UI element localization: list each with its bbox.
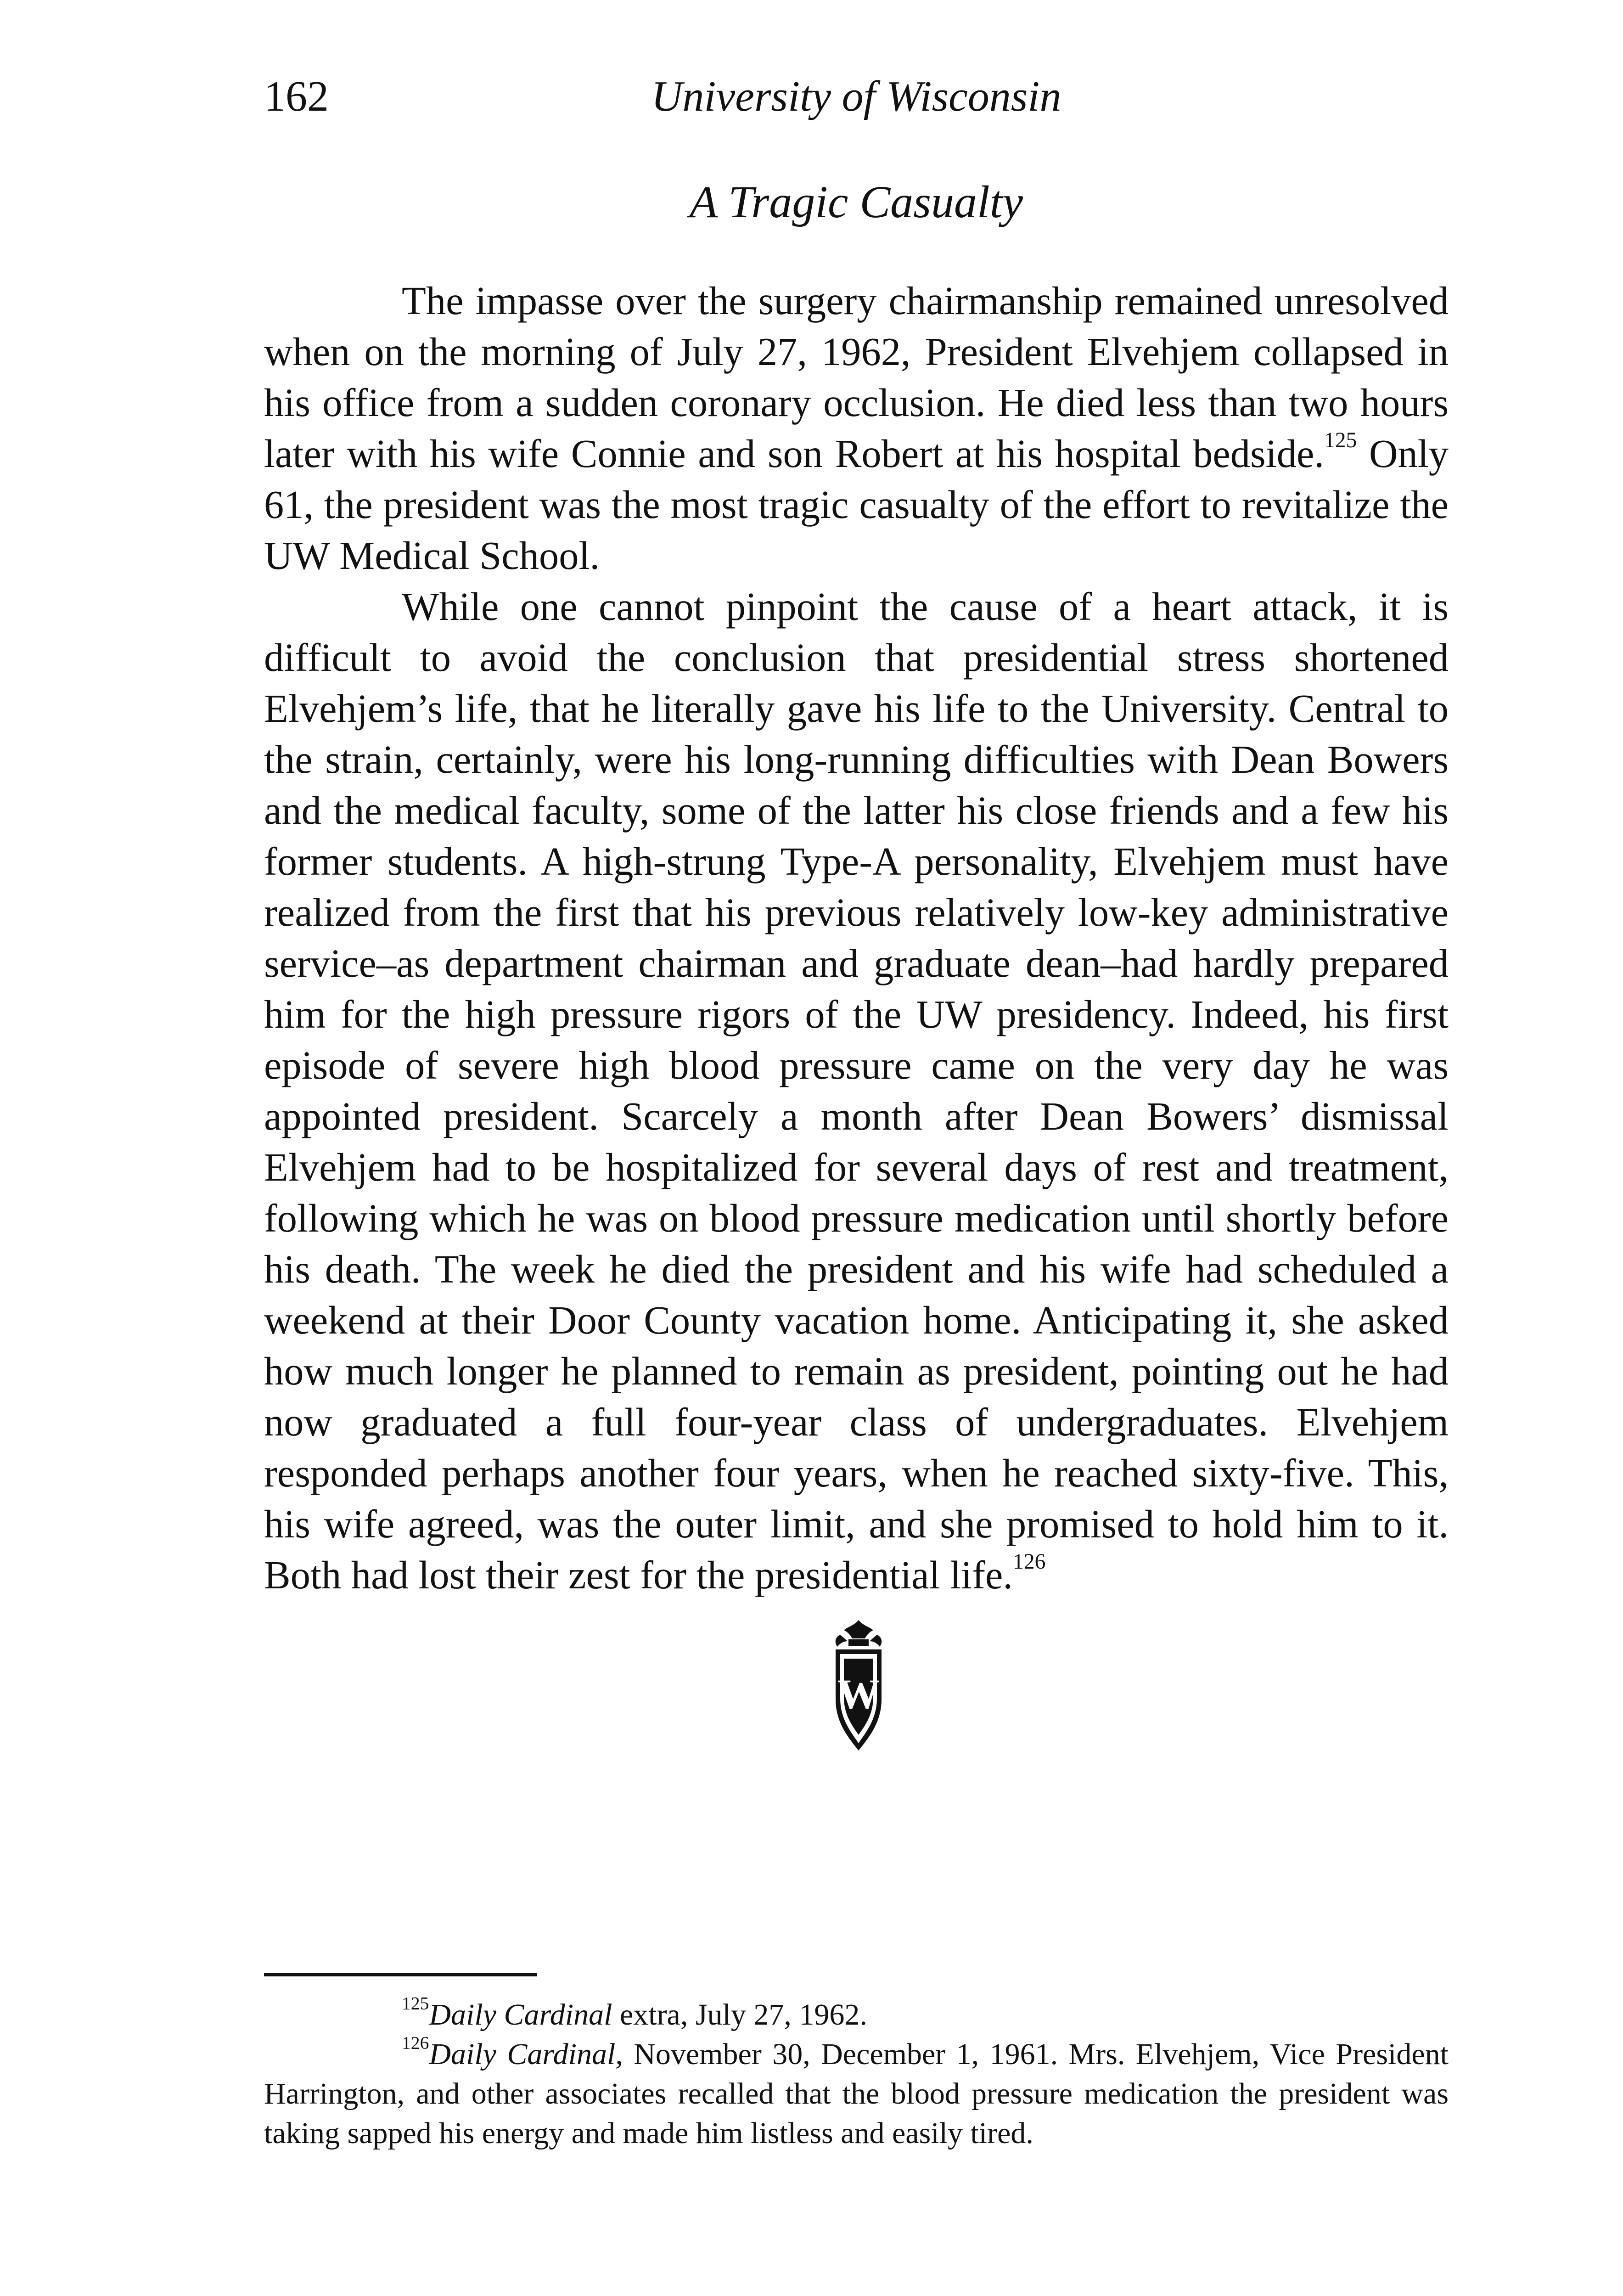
footnotes [264,1995,1449,2153]
footnote-source: Daily Cardinal, [429,2037,623,2071]
footnote-126 [264,2032,1449,2153]
running-head [264,69,1449,133]
footnote-number: 125 [402,1993,429,2014]
footnote-ref-125: 125 [1324,428,1357,453]
footnote-divider [264,1973,537,1976]
footnote-text: extra, July 27, 1962. [612,1998,867,2032]
footnote-ref-126: 126 [1013,1550,1046,1574]
paragraph-2-text-a: While one cannot pinpoint the cause of a heart attack, it is difficult to avoid the conclusion that presidential stress shortened Elvehjem’s life, that he literally gave his life to the University. Central to the strain, certainly, were his long-running difficulties with Dean Bowers and the medical faculty, some of the latter his close friends and a few his former students. A high-strung Type-A personality, Elvehjem must have realized from the first that his previous relatively low-key administrative service–as department chairman and graduate dean–had hardly prepared him for the high pressure rigors of the UW presidency. Indeed, his first episode of severe high blood pressure came on the very day he was appointed president. Scarcely a month after Dean Bowers’ dismissal Elvehjem had to be hospitalized for several days of rest and treatment, following which he was on blood pressure medication until shortly before his death. The week he died the president and his wife had scheduled a weekend at their Door County vacation home. Anticipating it, she asked how much longer he planned to remain as president, pointing out he had now graduated a full four-year class of undergraduates. Elvehjem responded perhaps another four years, when he reached sixty-five. This, his wife agreed, was the outer limit, and she promised to hold him to it. Both had lost their zest for the presidential life. [264,585,1449,1597]
paragraph-1-text-a: The impasse over the surgery chairmanship remained unresolved when on the morning of July 27, 1962, President Elvehjem collapsed in his office from a sudden coronary occlusion. He died less than two hours later with his wife Connie and son Robert at his hospital bedside. [264,279,1449,476]
footnote-source: Daily Cardinal [429,1998,612,2032]
footnote-text: November 30, December 1, 1961. Mrs. Elvehjem, Vice President Harrington, and other associates recalled that the blood pressure medication the president was taking sapped his energy and made him listless and easily tired. [264,2037,1449,2150]
paragraph-1 [264,276,1449,581]
seal-letter: W [837,1671,880,1717]
university-seal-icon [822,1616,895,1754]
running-title: University of Wisconsin [651,73,1061,120]
paragraph-1-text-b: Only 61, the president was the most tragic casualty of the effort to revitalize the UW Medical School. [264,432,1449,578]
footnote-number: 126 [402,2032,429,2053]
paragraph-2 [264,581,1449,1601]
footnote-125 [264,1995,1449,2035]
body-text [264,276,1449,1601]
page-number: 162 [264,73,329,120]
section-title: A Tragic Casualty [689,176,1023,227]
